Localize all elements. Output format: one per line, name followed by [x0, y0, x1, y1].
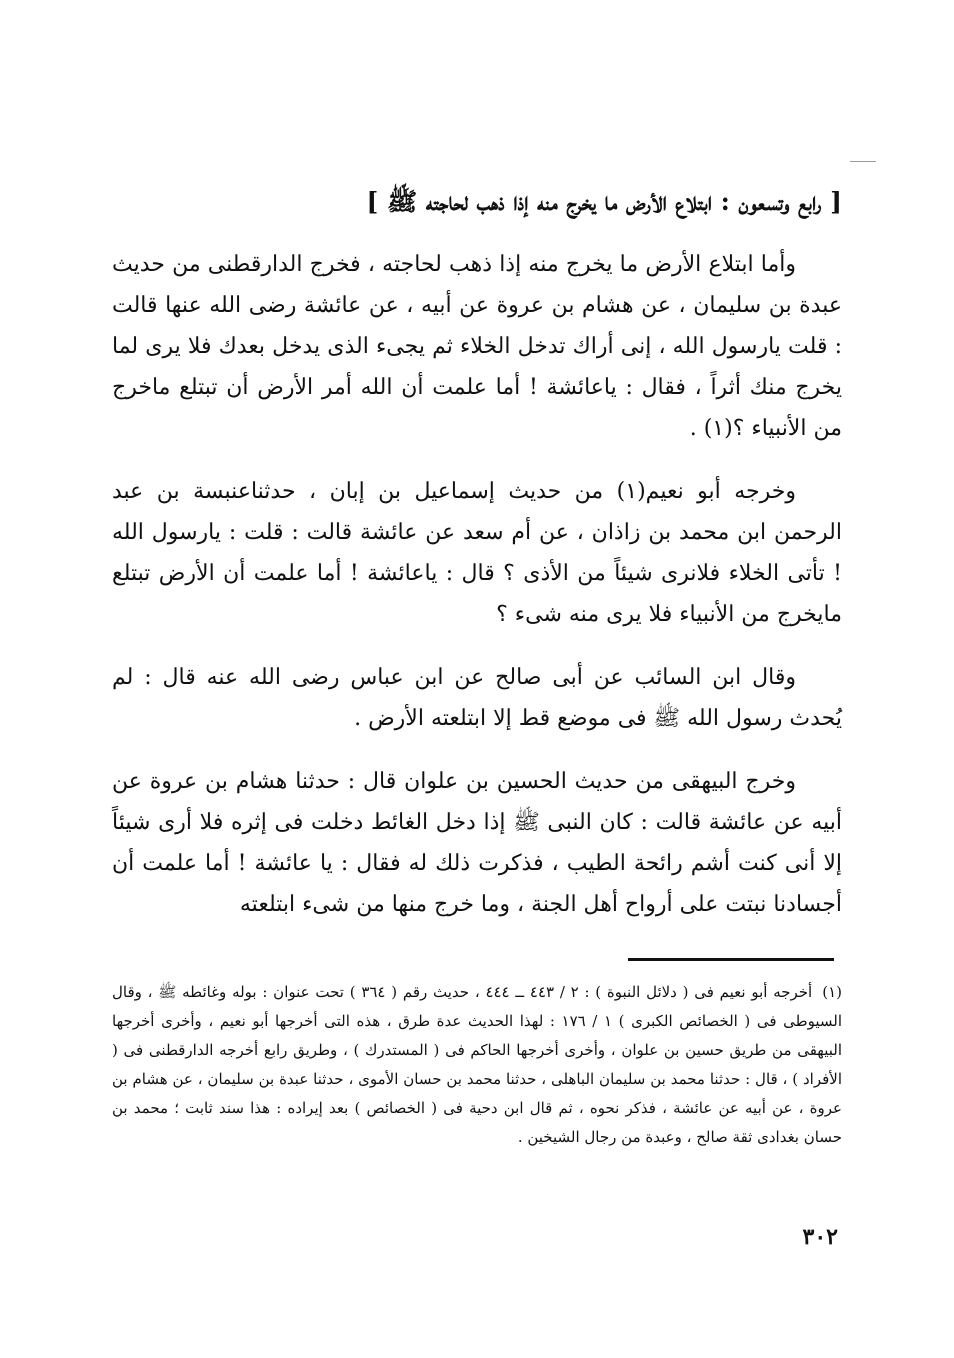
- paragraph-1: وأما ابتلاع الأرض ما يخرج منه إذا ذهب لحاجته ، فخرج الدارقطنى من حديث عبدة بن سليمان ، عن هشام بن عروة عن أبيه ، عن عائشة رضى الله عنها قالت : قلت يارسول الله ، إنى أراك تدخل الخلاء ثم يجىء الذى يدخل بعدك فلا يرى لما يخرج منك أثراً ، فقال : ياعائشة ! أما علمت أن الله أمر الأرض أن تبتلع ماخرج من الأنبياء ؟(١) .: [112, 252, 842, 441]
- paragraph-4: وخرج البيهقى من حديث الحسين بن علوان قال : حدثنا هشام بن عروة عن أبيه عن عائشة قالت : كان النبى ﷺ إذا دخل الغائط دخلت فى إثره فلا أرى شيئاً إلا أنى كنت أشم رائحة الطيب ، فذكرت ذلك له فقال : يا عائشة ! أما علمت أن أجسادنا نبتت على أرواح أهل الجنة ، وما خرج منها من شىء ابتلعته: [112, 769, 842, 917]
- footnote: [112, 978, 842, 1152]
- paragraph-3: وقال ابن السائب عن أبى صالح عن ابن عباس رضى الله عنه قال : لم يُحدث رسول الله ﷺ فى موضع قط إلا ابتلعته الأرض .: [112, 665, 842, 731]
- footnote-divider: [628, 958, 834, 961]
- section-heading: [ رابع وتسعون : ابتلاع الأرض ما يخرج منه إذا ذهب لحاجته ﷺ ]: [366, 187, 842, 216]
- footnote-text: أخرجه أبو نعيم فى ( دلائل النبوة ) : ٢ / ٤٤٣ ــ ٤٤٤ ، حديث رقم ( ٣٦٤ ) تحت عنوان : بوله وغائطه ﷺ ، وقال السيوطى فى ( الخصائص الكبرى ) ١ / ١٧٦ : لهذا الحديث عدة طرق ، هذه التى أخرجها أبو نعيم ، وأخرى أخرجها البيهقى من طريق حسين بن علوان ، وأخرى أخرجها الحاكم فى ( المستدرك ) ، وطريق رابع أخرجه الدارقطنى فى ( الأفراد ) ، قال : حدثنا محمد بن سليمان الباهلى ، حدثنا محمد بن حسان الأموى ، حدثنا عبدة بن سليمان ، عن هشام بن عروة ، عن أبيه عن عائشة ، فذكر نحوه ، ثم قال ابن دحية فى ( الخصائص ) بعد إيراده : هذا سند ثابت ؛ محمد بن حسان بغدادى ثقة صالح ، وعبدة من رجال الشيخين .: [112, 983, 842, 1146]
- body-text: [112, 244, 842, 947]
- scan-mark: [850, 161, 876, 162]
- footnote-number: (١): [822, 983, 843, 1001]
- paragraph-2: وخرجه أبو نعيم(١) من حديث إسماعيل بن إبان ، حدثناعنبسة بن عبد الرحمن ابن محمد بن زاذان ، عن أم سعد عن عائشة قالت : قلت : يارسول الله ! تأتى الخلاء فلانرى شيئاً من الأذى ؟ قال : ياعائشة ! أما علمت أن الأرض تبتلع مايخرج من الأنبياء فلا يرى منه شىء ؟: [112, 479, 842, 627]
- page-number: ٣٠٢: [802, 1224, 838, 1250]
